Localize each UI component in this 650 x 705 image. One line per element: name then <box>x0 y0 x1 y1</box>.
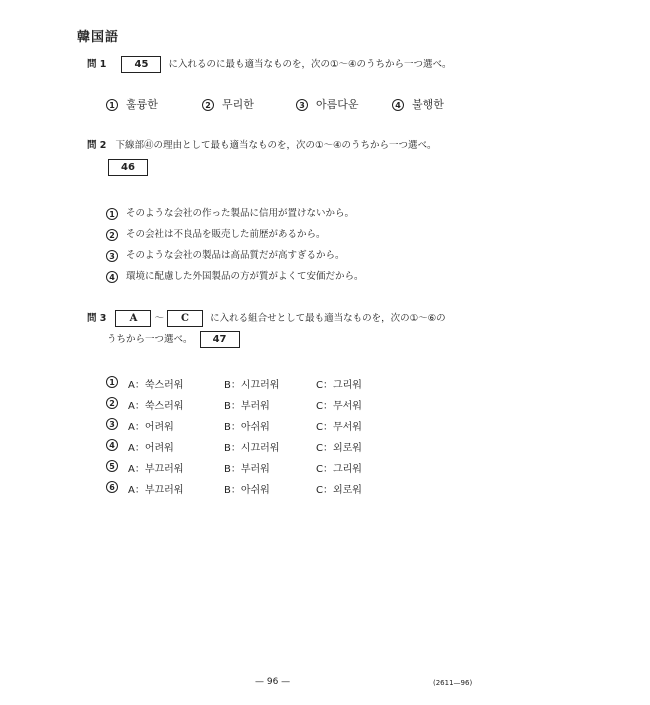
q1-option-text: 아름다운 <box>316 98 359 111</box>
circled-number: 3 <box>106 418 118 430</box>
q3-option-a: A：쑥스러워 <box>128 401 184 412</box>
q3-option-c: C：무서워 <box>316 422 362 433</box>
circled-number: 1 <box>106 376 118 388</box>
q1-option-1 <box>106 96 158 112</box>
circled-number: 1 <box>106 99 118 111</box>
q2-option-text: 環境に配慮した外国製品の方が質がよくて安価だから。 <box>126 271 364 282</box>
q3-option-2 <box>106 397 406 411</box>
answer-box-46: 46 <box>108 159 148 176</box>
question-2-label: 問 2 <box>87 140 107 151</box>
box-c: C <box>167 310 203 327</box>
question-2-text: 下線部㊶の理由として最も適当なものを，次の①～④のうちから一つ選べ。 <box>115 140 437 151</box>
circled-number: 1 <box>106 208 118 220</box>
q3-option-c: C：무서워 <box>316 401 362 412</box>
question-3-line-2 <box>107 331 240 348</box>
circled-number: 6 <box>106 481 118 493</box>
circled-number: 3 <box>296 99 308 111</box>
q3-option-a: A：어려워 <box>128 422 174 433</box>
question-3-text-2: うちから一つ選べ。 <box>107 334 193 345</box>
question-1-text: に入れるのに最も適当なものを，次の①～④のうちから一つ選べ。 <box>168 59 452 70</box>
q2-option-text: その会社は不良品を販売した前歴があるから。 <box>126 229 326 240</box>
question-1-label: 問 1 <box>87 59 107 70</box>
circled-number: 2 <box>106 397 118 409</box>
q1-option-text: 훌륭한 <box>126 98 158 111</box>
q3-option-b: B：아쉬워 <box>224 485 270 496</box>
subject-title: 韓国語 <box>77 30 120 45</box>
q3-option-1 <box>106 376 406 390</box>
q1-option-2 <box>202 96 254 112</box>
q3-option-b: B：시끄러워 <box>224 443 280 454</box>
q2-option-1 <box>106 205 354 220</box>
q1-option-3 <box>296 96 359 112</box>
question-1 <box>87 56 452 73</box>
question-2-box-line <box>108 159 148 176</box>
circled-number: 5 <box>106 460 118 472</box>
q3-option-c: C：그리워 <box>316 380 362 391</box>
q3-option-c: C：외로워 <box>316 485 362 496</box>
question-3-text: に入れる組合せとして最も適当なものを，次の①～⑥の <box>210 313 446 324</box>
q3-option-3 <box>106 418 406 432</box>
q2-option-3 <box>106 247 345 262</box>
q3-option-6 <box>106 481 406 495</box>
q2-option-4 <box>106 268 364 283</box>
q3-option-a: A：어려워 <box>128 443 174 454</box>
q3-option-5 <box>106 460 406 474</box>
q3-option-b: B：시끄러워 <box>224 380 280 391</box>
question-2 <box>87 139 437 153</box>
q1-option-4 <box>392 96 444 112</box>
circled-number: 3 <box>106 250 118 262</box>
q1-option-text: 무리한 <box>222 98 254 111</box>
q3-option-a: A：쑥스러워 <box>128 380 184 391</box>
q1-option-text: 불행한 <box>412 98 444 111</box>
question-3-label: 問 3 <box>87 313 107 324</box>
q2-option-2 <box>106 226 326 241</box>
q3-option-b: B：부러워 <box>224 464 270 475</box>
question-3 <box>87 310 446 327</box>
answer-box-47: 47 <box>200 331 240 348</box>
circled-number: 2 <box>202 99 214 111</box>
q3-option-a: A：부끄러워 <box>128 464 184 475</box>
circled-number: 4 <box>106 439 118 451</box>
page-number: — 96 — <box>255 677 291 687</box>
page-code: (2611—96) <box>433 679 473 687</box>
tilde: ～ <box>154 313 164 324</box>
circled-number: 4 <box>392 99 404 111</box>
q3-option-c: C：외로워 <box>316 443 362 454</box>
box-a: A <box>115 310 151 327</box>
q3-option-b: B：부러워 <box>224 401 270 412</box>
q3-option-b: B：아쉬워 <box>224 422 270 433</box>
circled-number: 4 <box>106 271 118 283</box>
circled-number: 2 <box>106 229 118 241</box>
q3-option-a: A：부끄러워 <box>128 485 184 496</box>
q2-option-text: そのような会社の作った製品に信用が置けないから。 <box>126 208 355 219</box>
answer-box-45: 45 <box>121 56 161 73</box>
q2-option-text: そのような会社の製品は高品質だが高すぎるから。 <box>126 250 345 261</box>
q3-option-4 <box>106 439 406 453</box>
q3-option-c: C：그리워 <box>316 464 362 475</box>
